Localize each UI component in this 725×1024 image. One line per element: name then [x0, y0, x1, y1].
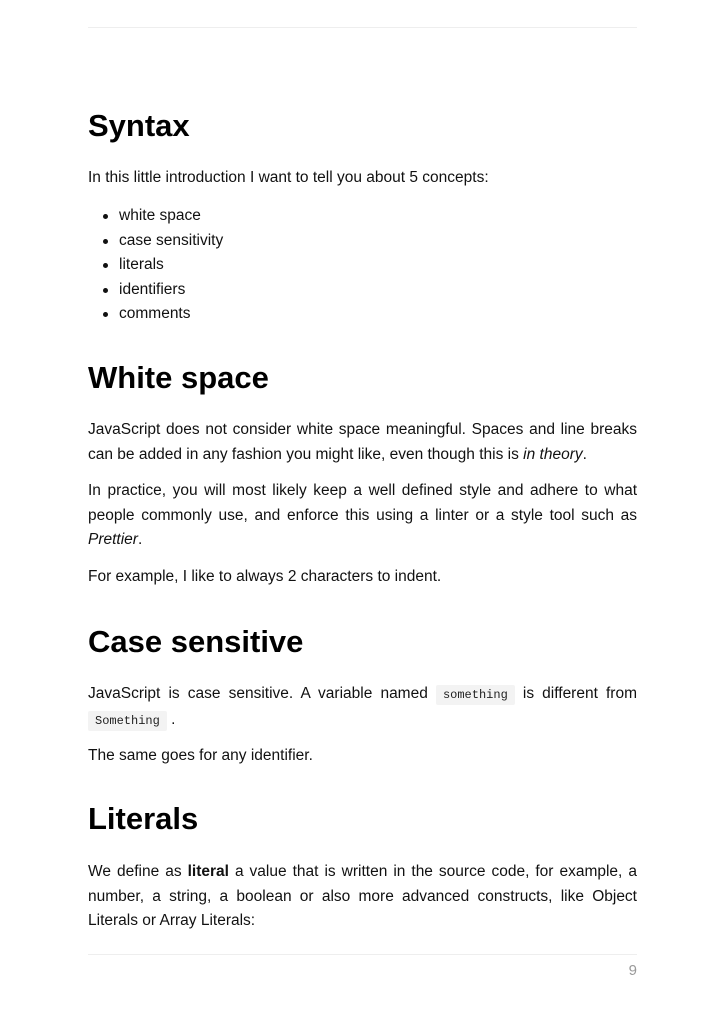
case-sensitive-paragraph-1: JavaScript is case sensitive. A variable named something is different from Something .: [88, 682, 637, 733]
footer-rule: [88, 954, 637, 955]
white-space-paragraph-2: In practice, you will most likely keep a well defined style and adhere to what people commonly use, and enforce this using a linter or a style tool such as Prettier.: [88, 482, 637, 548]
white-space-paragraph-1: JavaScript does not consider white space meaningful. Spaces and line breaks can be added in any fashion you might like, even though this is in theory.: [88, 421, 637, 463]
white-space-paragraph-3: For example, I like to always 2 characters to indent.: [88, 568, 442, 585]
list-item: white space: [88, 204, 223, 229]
list-item: case sensitivity: [88, 229, 223, 254]
list-item: comments: [88, 302, 223, 327]
concepts-list: [88, 204, 223, 327]
heading-white-space: White space: [88, 360, 269, 395]
code-something-lower: something: [436, 685, 515, 705]
strong-literal: literal: [187, 863, 229, 880]
list-item: identifiers: [88, 278, 223, 303]
bullet-icon: [103, 239, 108, 244]
syntax-intro: In this little introduction I want to tell you about 5 concepts:: [88, 169, 489, 186]
heading-case-sensitive: Case sensitive: [88, 624, 304, 659]
header-rule: [88, 27, 637, 28]
emphasis-in-theory: in theory: [523, 445, 583, 463]
bullet-icon: [103, 312, 108, 317]
emphasis-prettier: Prettier: [88, 531, 138, 548]
page-number: 9: [628, 962, 637, 979]
bullet-icon: [103, 288, 108, 293]
code-something-upper: Something: [88, 711, 167, 731]
bullet-icon: [103, 214, 108, 219]
heading-syntax: Syntax: [88, 108, 190, 143]
literals-paragraph-1: We define as literal a value that is written in the source code, for example, a number, a string, a boolean or also more advanced constructs, like Object Literals or Array Literals:: [88, 863, 637, 929]
heading-literals: Literals: [88, 801, 199, 836]
case-sensitive-paragraph-2: The same goes for any identifier.: [88, 747, 313, 764]
bullet-icon: [103, 263, 108, 268]
list-item: literals: [88, 253, 223, 278]
